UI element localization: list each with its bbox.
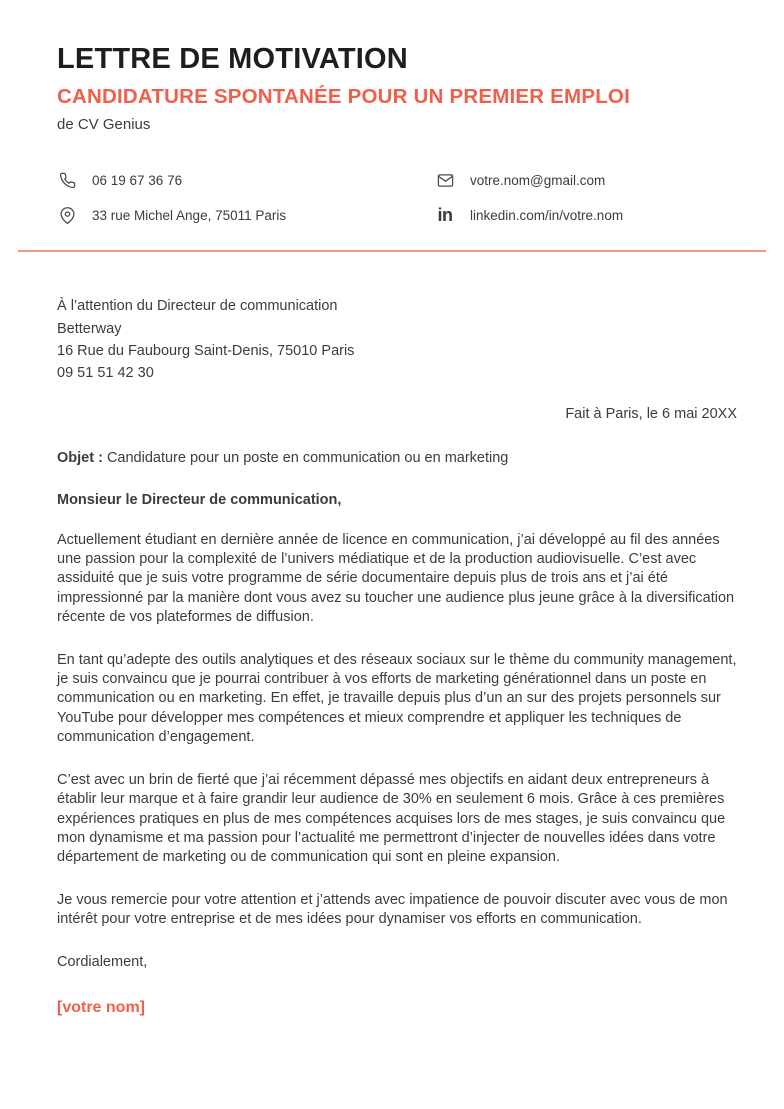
contact-linkedin — [435, 205, 737, 225]
recipient-line-address: 16 Rue du Faubourg Saint-Denis, 75010 Paris — [57, 343, 355, 360]
phone-icon — [57, 170, 77, 190]
email-value: votre.nom@gmail.com — [470, 172, 606, 188]
salutation: Monsieur le Directeur de communication, — [57, 491, 342, 508]
date-line: Fait à Paris, le 6 mai 20XX — [565, 405, 737, 422]
recipient-line-attention: À l’attention du Directeur de communication — [57, 298, 338, 315]
linkedin-value: linkedin.com/in/votre.nom — [470, 207, 624, 223]
recipient-line-company: Betterway — [57, 320, 122, 337]
subject-text: Candidature pour un poste en communication ou en marketing — [106, 449, 509, 466]
subject-label: Objet : — [57, 449, 103, 466]
letter-header — [57, 44, 737, 133]
recipient-line-phone: 09 51 51 42 30 — [57, 365, 154, 382]
phone-value: 06 19 67 36 76 — [92, 172, 183, 188]
page-title: LETTRE DE MOTIVATION — [57, 43, 408, 75]
body-paragraph-2: En tant qu’adepte des outils analytiques et des réseaux sociaux sur le thème du community management, je suis convaincu que je pourrai contribuer à vos efforts de marketing générationnel dans un poste en communication ou en marketing. En effet, je travaille depuis plus d’un an sur des projets personnels sur YouTube pour développer mes compétences et mieux comprendre et appliquer les techniques de communication d’engagement. — [57, 651, 737, 746]
byline: de CV Genius — [57, 116, 151, 134]
contact-phone — [57, 170, 435, 190]
linkedin-glyph: in — [437, 205, 453, 226]
contact-info — [57, 170, 737, 225]
location-icon — [57, 205, 77, 225]
body-paragraph-3: C’est avec un brin de fierté que j’ai récemment dépassé mes objectifs en aidant deux entrepreneurs à établir leur marque et à faire grandir leur audience de 30% en seulement 6 mois. Grâce à ces premières expériences pratiques en plus de mes compétences acquises lors de mes stages, je suis convaincu que mon dynamisme et ma passion pour l’actualité me permettront d’injecter de nouvelles idées dans votre département de marketing ou de communication qui sont en pleine expansion. — [57, 771, 726, 866]
mail-icon — [435, 170, 455, 190]
closing: Cordialement, — [57, 953, 148, 970]
body-paragraph-4: Je vous remercie pour votre attention et j’attends avec impatience de pouvoir discuter avec vous de mon intérêt pour votre entreprise et de mes idées pour dynamiser vos efforts en communication. — [57, 891, 728, 928]
address-value: 33 rue Michel Ange, 75011 Paris — [92, 207, 287, 223]
contact-email — [435, 170, 737, 190]
body-paragraph-1: Actuellement étudiant en dernière année de licence en communication, j’ai développé au fil des années une passion pour la complexité de l’univers médiatique et de la production audiovisuelle. C’est avec assiduité que je suis votre programme de série documentaire depuis plus de trois ans et j’ai été impressionné par la manière dont vous avez su toucher une audience plus jeune grâce à la diversification récente de vos plateformes de diffusion. — [57, 531, 735, 626]
contact-address — [57, 205, 435, 225]
signature-placeholder: [votre nom] — [57, 998, 145, 1016]
page-subtitle: CANDIDATURE SPONTANÉE POUR UN PREMIER EMPLOI — [57, 84, 630, 108]
recipient-block — [57, 295, 737, 384]
linkedin-icon — [435, 205, 455, 225]
subject-line — [57, 450, 737, 466]
header-divider — [18, 250, 766, 252]
